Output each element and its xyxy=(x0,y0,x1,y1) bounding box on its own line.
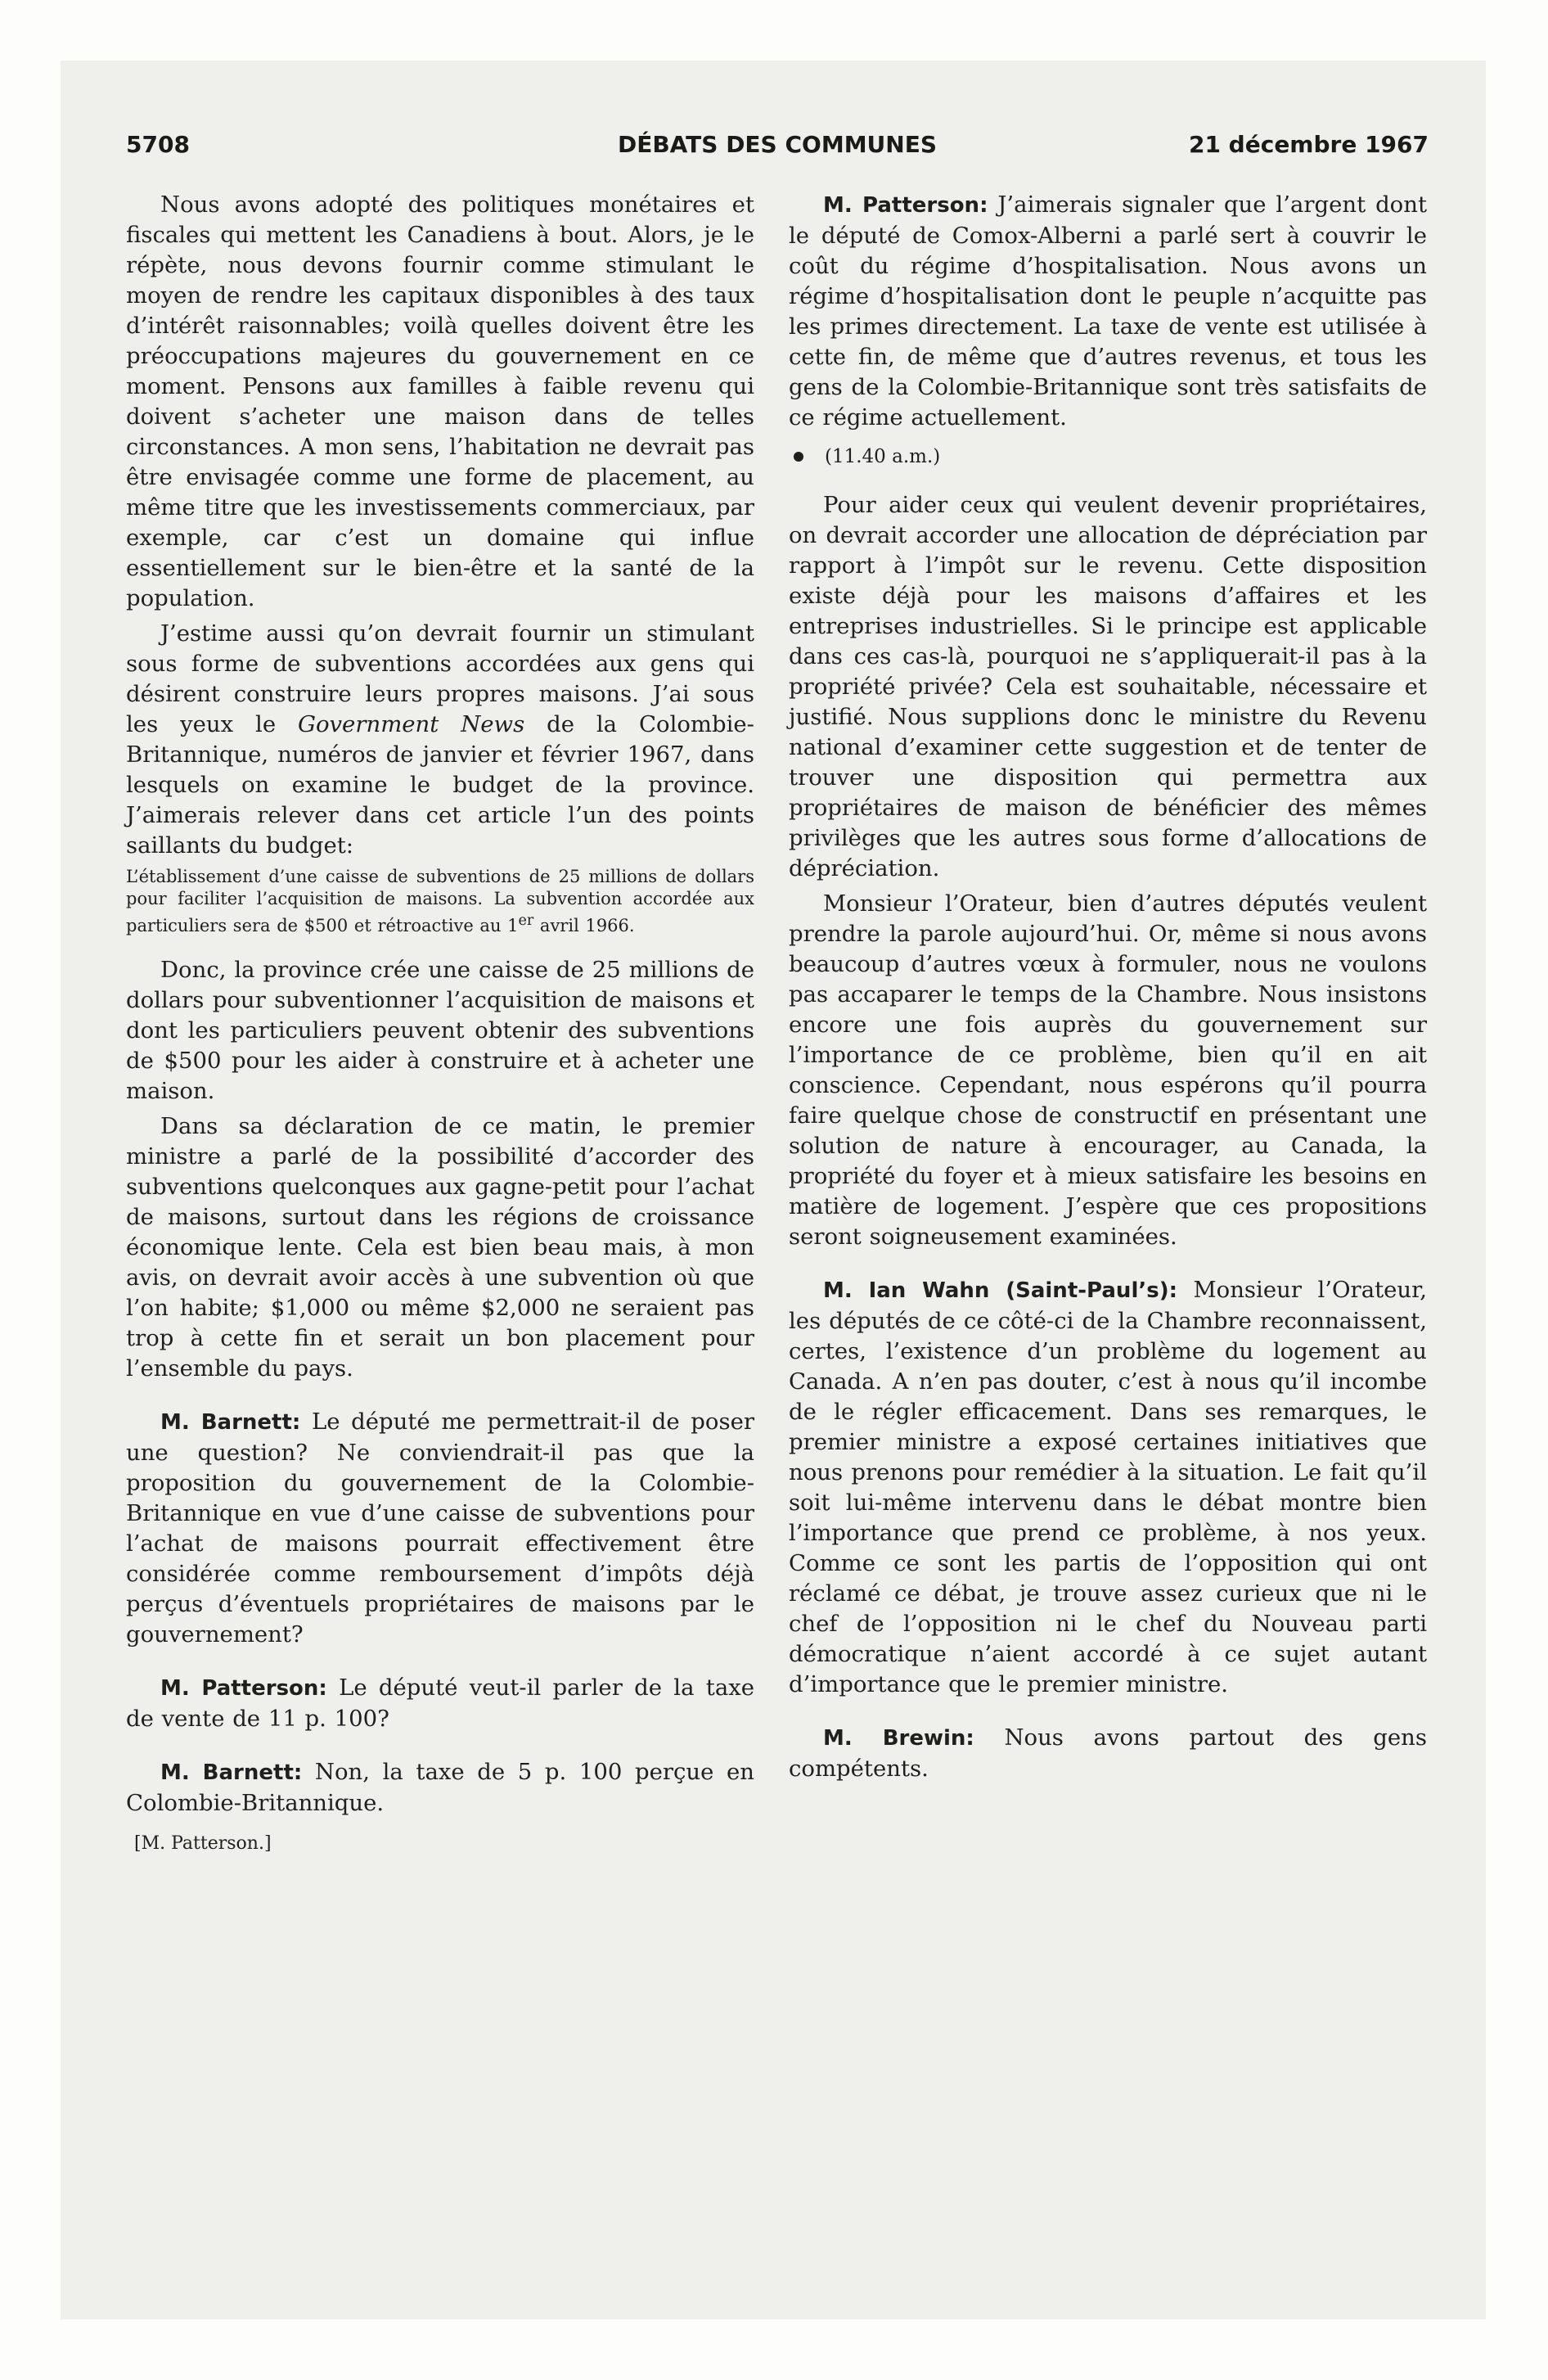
speaker-name: M. Barnett: xyxy=(160,1760,303,1785)
paragraph: Nous avons adopté des politiques monétaires et fiscales qui mettent les Canadiens à bout. Alors, je le répète, nous devons fournir comme stimulant le moyen de rendre les capitaux disponibles à des taux d’intérêt raisonnables; voilà quelles doivent être les préoccupations majeures du gouvernement en ce moment. Pensons aux familles à faible revenu qui doivent s’acheter une maison dans de telles circonstances. A mon sens, l’habitation ne devrait pas être envisagée comme une forme de placement, au même titre que les investissements commerciaux, par exemple, car c’est un domaine qui influe essentiellement sur le bien-être et la santé de la population. xyxy=(126,192,754,611)
page-title: DÉBATS DES COMMUNES xyxy=(617,131,938,158)
speech-text: Le député me permettrait-il de poser une question? Ne conviendrait-il pas que la proposition du gouvernement de la Colombie-Britannique en vue d’une caisse de subventions pour l’achat de maisons pourrait effectivement être considérée comme remboursement d’impôts déjà perçus d’éventuels propriétaires de maisons par le gouvernement? xyxy=(126,1409,754,1648)
speaker-name: M. Barnett: xyxy=(160,1410,301,1435)
page xyxy=(61,61,1486,2319)
paragraph-text: de la Colombie-Britannique, numéros de janvier et février 1967, dans lesquels on examine le budget de la province. J’aimerais relever dans cet article l’un des points saillants du budget: xyxy=(126,711,754,859)
paragraph: Donc, la province crée une caisse de 25 millions de dollars pour subventionner l’acquisition de maisons et dont les particuliers peuvent obtenir des subventions de $500 pour les aider à construire et à acheter une maison. xyxy=(126,957,754,1104)
paragraph: Monsieur l’Orateur, bien d’autres députés veulent prendre la parole aujourd’hui. Or, même si nous avons beaucoup d’autres vœux à formuler, nous ne voulons pas accaparer le temps de la Chambre. Nous insistons encore une fois auprès du gouvernement sur l’importance de ce problème, bien qu’il en ait conscience. Cependant, nous espérons qu’il pourra faire quelque chose de constructif en présentant une solution de nature à encourager, au Canada, la propriété du foyer et à mieux satisfaire les besoins en matière de logement. J’espère que ces propositions seront soigneusement examinées. xyxy=(789,890,1427,1250)
speaker-name: M. Patterson: xyxy=(823,193,988,218)
speaker-name: M. Ian Wahn (Saint-Paul’s): xyxy=(823,1278,1177,1303)
page-number: 5708 xyxy=(126,131,190,158)
page-header xyxy=(126,131,1429,180)
paragraph: Pour aider ceux qui veulent devenir propriétaires, on devrait accorder une allocation de dépréciation par rapport à l’impôt sur le revenu. Cette disposition existe déjà pour les maisons d’affaires et les entreprises industrielles. Si le principe est applicable dans ces cas-là, pourquoi ne s’appliquerait-il pas à la propriété privée? Cela est souhaitable, nécessaire et justifié. Nous supplions donc le ministre du Revenu national d’examiner cette suggestion et de tenter de trouver une disposition qui permettra aux propriétaires de maison de bénéficier des mêmes privilèges que les autres sous forme d’allocations de dépréciation. xyxy=(789,492,1427,881)
speech xyxy=(789,190,1427,433)
block-quote xyxy=(126,866,754,937)
speaker-name: M. Patterson: xyxy=(160,1676,327,1701)
publication-title: Government News xyxy=(298,711,525,737)
left-column xyxy=(126,190,754,1856)
time-stamp: (11.40 a.m.) xyxy=(825,446,941,467)
right-column xyxy=(789,190,1427,1789)
speech-text: Le député veut-il parler de la taxe de vente de 11 p. 100? xyxy=(126,1675,754,1732)
paragraph: Dans sa déclaration de ce matin, le premier ministre a parlé de la possibilité d’accorder des subventions quelconques aux gagne-petit pour l’achat de maisons, surtout dans les régions de croissance économique lente. Cela est bien beau mais, à mon avis, on devrait avoir accès à une subvention où que l’on habite; $1,000 ou même $2,000 ne seraient pas trop à cette fin et serait un bon placement pour l’ensemble du pays. xyxy=(126,1113,754,1382)
paragraph xyxy=(126,619,754,861)
page-date: 21 décembre 1967 xyxy=(1188,131,1429,158)
paragraph-text: J’estime aussi qu’on devrait fournir un stimulant sous forme de subventions accordées aux gens qui désirent construire leurs propres maisons. J’ai sous les yeux le xyxy=(126,620,754,737)
speech-text: Non, la taxe de 5 p. 100 perçue en Colombie-Britannique. xyxy=(126,1759,754,1816)
speaker-name: M. Brewin: xyxy=(823,1726,974,1751)
quote-text: L’établissement d’une caisse de subventions de 25 millions de dollars pour faciliter l’acquisition de maisons. La subvention accordée aux particuliers sera de $500 et rétroactive au 1 xyxy=(126,867,754,935)
speech-text: Nous avons partout des gens compétents. xyxy=(789,1724,1428,1782)
bullet-icon xyxy=(794,452,803,462)
speech xyxy=(789,1723,1427,1784)
speech-text: J’aimerais signaler que l’argent dont le député de Comox-Alberni a parlé sert à couvrir le coût du régime d’hospitalisation. Nous avons un régime d’hospitalisation dont le peuple n’acquitte pas les primes directement. La taxe de vente est utilisée à cette fin, de même que d’autres revenus, et tous les gens de la Colombie-Britannique sont très satisfaits de ce régime actuellement. xyxy=(789,192,1427,430)
speech xyxy=(126,1407,754,1650)
speech xyxy=(126,1757,754,1819)
quote-superscript: er xyxy=(518,913,534,929)
speech xyxy=(789,1275,1427,1700)
speech-text: Monsieur l’Orateur, les députés de ce côté-ci de la Chambre reconnaissent, certes, l’existence d’un problème du logement au Canada. A n’en pas douter, c’est à nous qu’il incombe de le régler efficacement. Dans ses remarques, le premier ministre a exposé certaines initiatives que nous prenons pour remédier à la situation. Le fait qu’il soit lui-même intervenu dans le débat montre bien l’importance que prend ce problème, à nos yeux. Comme ce sont les partis de l’opposition qui ont réclamé ce débat, je trouve assez curieux que ni le chef de l’opposition ni le chef du Nouveau parti démocratique n’aient accordé à ce sujet autant d’importance que le premier ministre. xyxy=(789,1277,1427,1697)
quote-text: avril 1966. xyxy=(533,916,635,935)
speech xyxy=(126,1673,754,1734)
time-stamp-row xyxy=(789,444,1427,469)
speaker-attribution: [M. Patterson.] xyxy=(134,1833,272,1854)
